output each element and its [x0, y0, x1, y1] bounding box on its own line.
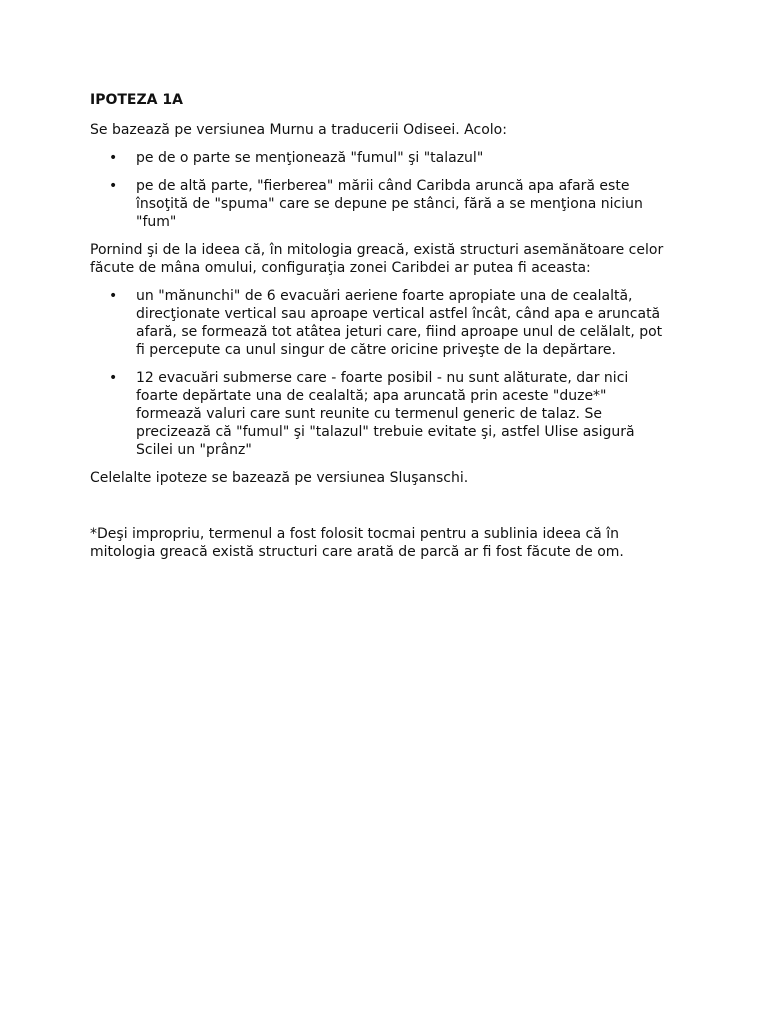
intro-paragraph: Se bazează pe versiunea Murnu a traducerii Odiseei. Acolo: — [90, 122, 507, 138]
list-item-text: 12 evacuări submerse care - foarte posibil - nu sunt alăturate, dar nici foarte depărtate una de cealaltă; apa aruncată prin aceste "duze*" formează valuri care sunt reunite cu termenul generic de talaz. Se precizează că "fumul" şi "talazul" trebuie evitate şi, astfel Ulise asigură Scilei un "prânz" — [136, 370, 635, 458]
list-item-text: un "mănunchi" de 6 evacuări aeriene foarte apropiate una de cealaltă, direcţionate vertical sau aproape vertical astfel încât, când apa e aruncată afară, se formează tot atâtea jeturi care, fiind aproape unul de celălalt, pot fi percepute ca unul singur de către oricine priveşte de la depărtare. — [136, 288, 663, 358]
context-paragraph: Pornind şi de la ideea că, în mitologia greacă, există structuri asemănătoare celor făcute de mâna omului, configuraţia zonei Caribdei ar putea fi aceasta: — [90, 242, 664, 276]
list-item-text: pe de o parte se menţionează "fumul" şi "talazul" — [136, 150, 484, 166]
blank-spacer — [90, 497, 670, 525]
list-item — [90, 287, 670, 359]
list-item — [90, 177, 670, 231]
bullet-icon: • — [109, 288, 118, 304]
list-item — [90, 369, 670, 459]
bullet-list-configuration — [90, 287, 670, 459]
list-item-text: pe de altă parte, "fierberea" mării când Caribda aruncă apa afară este însoţită de "spuma" care se depune pe stânci, fără a se menţiona niciun "fum" — [136, 178, 643, 230]
document-heading: IPOTEZA 1A — [90, 92, 183, 108]
bullet-list-sources — [90, 149, 670, 231]
closing-paragraph: Celelalte ipoteze se bazează pe versiunea Sluşanschi. — [90, 470, 469, 486]
bullet-icon: • — [109, 370, 118, 386]
footnote: *Deşi impropriu, termenul a fost folosit tocmai pentru a sublinia ideea că în mitologia greacă există structuri care arată de parcă ar fi fost făcute de om. — [90, 526, 624, 560]
document-page — [90, 91, 670, 571]
bullet-icon: • — [109, 178, 118, 194]
bullet-icon: • — [109, 150, 118, 166]
list-item — [90, 149, 670, 167]
